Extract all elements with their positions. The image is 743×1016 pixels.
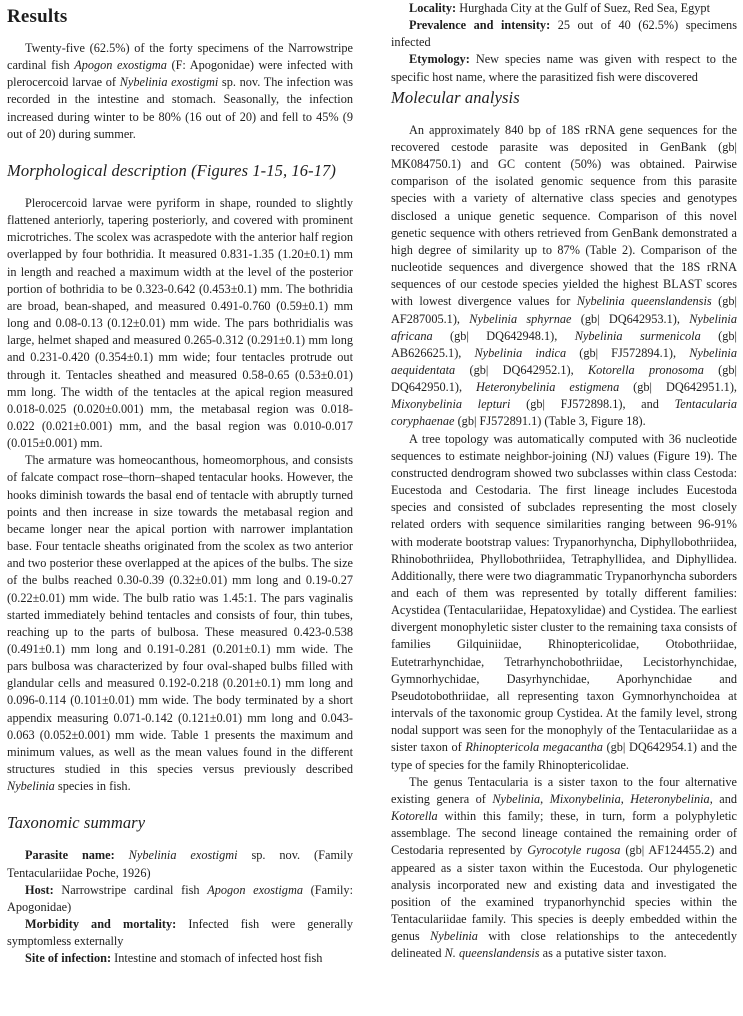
text-run: (gb| FJ572898.1), and	[510, 397, 675, 412]
text-run: (gb| DQ642954.1) and the type of species for the family Rhinoptericolidae.	[391, 740, 737, 772]
text-run: (gb| FJ572894.1),	[566, 345, 690, 360]
italic-text: Rhinoptericola megacantha	[465, 740, 603, 755]
taxonomic-item-prevalence	[391, 17, 737, 51]
text-run: (gb| AF287005.1),	[391, 294, 737, 326]
text-run: sp. nov. (Family Tentaculariidae Poche, 1926)	[7, 848, 353, 880]
text-run: (Family: Apogonidae)	[7, 882, 353, 914]
morphology-paragraph-1	[7, 195, 353, 452]
text-run: Hurghada City at the Gulf of Suez, Red Sea, Egypt	[459, 1, 710, 15]
taxonomic-item-etymology	[391, 51, 737, 85]
left-column	[7, 0, 353, 968]
italic-text: Heteronybelinia	[630, 791, 710, 806]
italic-text: Nybelinia queenslandensis	[576, 294, 712, 309]
taxonomic-item-site-of-infection	[7, 950, 353, 967]
italic-text: Nybelinia surmenicola	[574, 328, 701, 343]
text-run: ,	[540, 791, 550, 806]
text-run: The armature was homeocanthous, homeomorphous, and consists of falcate compact rose–thorn–shaped tentacular hooks. However, the hooks diminish towards the basal end of tentacle with abruptly turned points and then increase in size towards the metabasal region and became longer near the apical portion with narrower implantation base. Four tentacle sheaths originated from the scolex as two anterior and two posterior these overlapped at the apices of the bulbs. The size of the bulbs reached 0.30-0.39 (0.32±0.01) mm long and 0.19-0.27 (0.22±0.01) mm wide. The bulb ratio was 1.45:1. The pars vaginalis started immediately behind tentacles and consists of four, thin tubes, reaching up to the parts of bulbosa. These measured 0.423-0.538 (0.491±0.1) mm long and 0.191-0.281 (0.201±0.1) mm wide. The pars bulbosa was characterized by four oval-shaped bulbs filled with glandular cells and measured 0.192-0.218 (0.201±0.1) mm long and 0.096-0.114 (0.101±0.01) mm wide. The body terminated by a short appendix measuring 0.071-0.142 (0.121±0.01) mm long and 0.043-0.063 (0.052±0.001) mm wide. Table 1 presents the maximum and minimum values, as well as the mean values found in the different structures studied in this species versus previously described	[7, 453, 353, 777]
text-run: (gb| DQ642951.1),	[619, 380, 737, 395]
italic-text: Kotorella pronosoma	[587, 362, 704, 377]
molecular-paragraph-3	[391, 774, 737, 963]
text-run: within this family; these, in turn, form a polyphyletic assemblage. The second lineage contained the remaining order of Cestodaria represented by	[391, 809, 737, 858]
italic-text: Nybelinia	[7, 779, 55, 794]
taxonomic-summary-list	[7, 847, 353, 967]
bold-label: Locality:	[409, 1, 460, 15]
morphology-paragraph-2	[7, 452, 353, 795]
bold-label: Host:	[25, 882, 62, 897]
italic-text: Nybelinia africana	[391, 311, 738, 343]
italic-text: Kotorella	[391, 809, 438, 824]
text-run: (gb| DQ642952.1),	[455, 362, 588, 377]
text-run: (gb| AF124455.2) and appeared as a sister taxon within the Eucestoda. Our phylogenetic analysis incorporated new and existing data and investigated the position of the examined trypanorhynchid species within the Tentaculariidae family. This species is deeply embedded within the genus	[391, 843, 737, 944]
bold-label: Parasite name:	[25, 848, 129, 863]
italic-text: Nybelinia exostigmi	[119, 75, 219, 90]
italic-text: Nybelinia	[492, 791, 541, 806]
morphological-description-heading: Morphological description (Figures 1-15, 16-17)	[7, 160, 337, 180]
text-run: Intestine and stomach of infected host fish	[114, 951, 323, 966]
text-run: (gb| DQ642948.1),	[432, 328, 575, 343]
text-run: Narrowstripe cardinal fish	[61, 882, 208, 897]
italic-text: Apogon exostigma	[207, 882, 303, 897]
taxonomic-item-locality	[391, 0, 737, 17]
bold-label: Prevalence and intensity:	[409, 18, 558, 33]
text-run: (gb| DQ642953.1),	[571, 311, 690, 326]
italic-text: Mixonybelinia lepturi	[391, 397, 511, 412]
italic-text: Heteronybelinia estigmena	[475, 380, 620, 395]
bold-label: Morbidity and mortality:	[25, 917, 189, 932]
text-run: species in fish.	[54, 779, 131, 794]
italic-text: Tentacularia coryphaenae	[391, 397, 737, 429]
right-column	[391, 0, 737, 962]
text-run: An approximately 840 bp of 18S rRNA gene sequences for the recovered cestode parasite was deposited in GenBank (gb| MK084750.1) and GC content (50%) was obtained. Pairwise comparison of the isolated genomic sequence from this parasite species with a variety of alternative class species and genotypes disclosed a unique genetic sequence. Comparison of this novel genetic sequence with others retrieved from GenBank demonstrated a high degree of similarity up to 87% (Table 2). Comparison of the nucleotide sequences and divergence showed that the 18S rRNA sequences of our cestode species yielded the highest BLAST scores with lowest divergence values for	[391, 122, 737, 309]
bold-label: Site of infection:	[25, 951, 115, 966]
bold-label: Etymology:	[409, 52, 476, 67]
italic-text: Gyrocotyle rugosa	[527, 843, 621, 858]
text-run: , and	[709, 791, 737, 806]
text-run: ,	[620, 791, 631, 806]
text-run: 25 out of 40 (62.5%) specimens infected	[391, 18, 737, 50]
italic-text: Nybelinia	[430, 929, 478, 944]
italic-text: Nybelinia exostigmi	[128, 848, 238, 863]
text-run: Twenty-five (62.5%) of the forty specimens of the Narrowstripe cardinal fish	[7, 41, 353, 73]
italic-text: N. queenslandensis	[444, 946, 540, 961]
text-run: (gb| FJ572891.1) (Table 3, Figure 18).	[454, 414, 646, 429]
italic-text: Nybelinia indica	[474, 345, 567, 360]
italic-text: Apogon exostigma	[74, 58, 167, 73]
taxonomic-item-host	[7, 882, 353, 916]
text-run: as a putative sister taxon.	[539, 946, 667, 961]
molecular-paragraph-1	[391, 122, 737, 431]
taxonomic-item-parasite-name	[7, 847, 353, 881]
text-run: The genus Tentacularia is a sister taxon to the four alternative existing genera of	[391, 774, 737, 806]
italic-text: Nybelinia aequidentata	[391, 345, 738, 377]
italic-text: Nybelinia sphyrnae	[469, 311, 572, 326]
italic-text: Mixonybelinia	[549, 791, 621, 806]
results-paragraph	[7, 40, 353, 143]
molecular-paragraph-2	[391, 431, 737, 774]
taxonomic-summary-continued	[391, 0, 737, 86]
text-run: Plerocercoid larvae were pyriform in shape, rounded to slightly flattened anteriorly, tapering posteriorly, and covered with prominent microtriches. The scolex was acraspedote with the anterior half region overlapped by four bothridia. It measured 0.831-1.35 (1.20±0.1) mm in length and reached a maximum width at the level of the posterior portion of bothridia to be 0.323-0.642 (0.453±0.1) mm. The bothridia are broad, bean-shaped, and measured 0.491-0.760 (0.59±0.1) mm long and 0.08-0.13 (0.12±0.01) mm wide. The pars bothridialis was large, helmet shaped and measured 0.265-0.312 (0.291±0.1) mm long and 0.231-0.420 (0.354±0.1) mm wide; four tentacles protrude out through it. Tentacles sheathed and measured 0.58-0.65 (0.53±0.01) mm long. The width of the tentacles at the apical region measured 0.018-0.025 (0.020±0.001) mm, the metabasal region was 0.018-0.022 (0.021±0.001) mm, and the basal region was 0.010-0.017 (0.015±0.001) mm.	[7, 195, 353, 451]
text-run: A tree topology was automatically computed with 36 nucleotide sequences to estimate neighbor-joining (NJ) values (Figure 19). The constructed dendrogram showed two subclasses within class Cestoda: Eucestoda and Cestodaria. The first lineage includes Eucestoda species and consisted of subclades representing the most closely related orders with sequence similarities ranging between 96-91% with moderate bootstrap values: Trypanorhyncha, Diphyllobothriidea, Rhinobothriidea, Phyllobothriidea, Tetraphyllidea, and Diphyllidea. Additionally, there were two diagrammatic Trypanorhyncha suborders and each of them was represented by totally different families: Acystidea (Tentaculariidae, Hepatoxylidae) and Cystidea. The earliest divergent monophyletic sister cluster to the remaining taxa consists of families Gilquiniidae, Rhinoptericolidae, Otobothriidae, Eutetrarhynchidae, Tetrarhynchobothriidae, Lecistorhynchidae, Gymnorhychidae, Dasyrhynchidae, Aporhynchidae and Pseudotobothriidae, all representing taxon Gymnorhynchoidea at intervals of the taxonomic group Cystidea. At the family level, strong nodal support was seen for the monophyly of the Tentaculariidae as a sister taxon of	[391, 431, 737, 755]
text-run: with close relationships to the antecedently delineated	[391, 929, 737, 961]
text-run: (F: Apogonidae) were infected with plerocercoid larvae of	[7, 58, 353, 90]
text-run: (gb| DQ642950.1),	[391, 362, 737, 395]
text-run: New species name was given with respect to the specific host name, where the parasitized fish were discovered	[391, 52, 737, 84]
results-heading: Results	[7, 6, 68, 27]
text-run: sp. nov. The infection was recorded in the intestine and stomach. Seasonally, the infection increased during winter to be 80% (16 out of 20) and fell to 45% (9 out of 20) during summer.	[7, 75, 353, 141]
text-run: Infected fish were generally symptomless externally	[7, 917, 353, 949]
text-run: (gb| AB626625.1),	[391, 328, 737, 360]
molecular-analysis-heading: Molecular analysis	[391, 87, 520, 107]
taxonomic-summary-heading: Taxonomic summary	[7, 813, 146, 833]
taxonomic-item-morbidity	[7, 916, 353, 950]
